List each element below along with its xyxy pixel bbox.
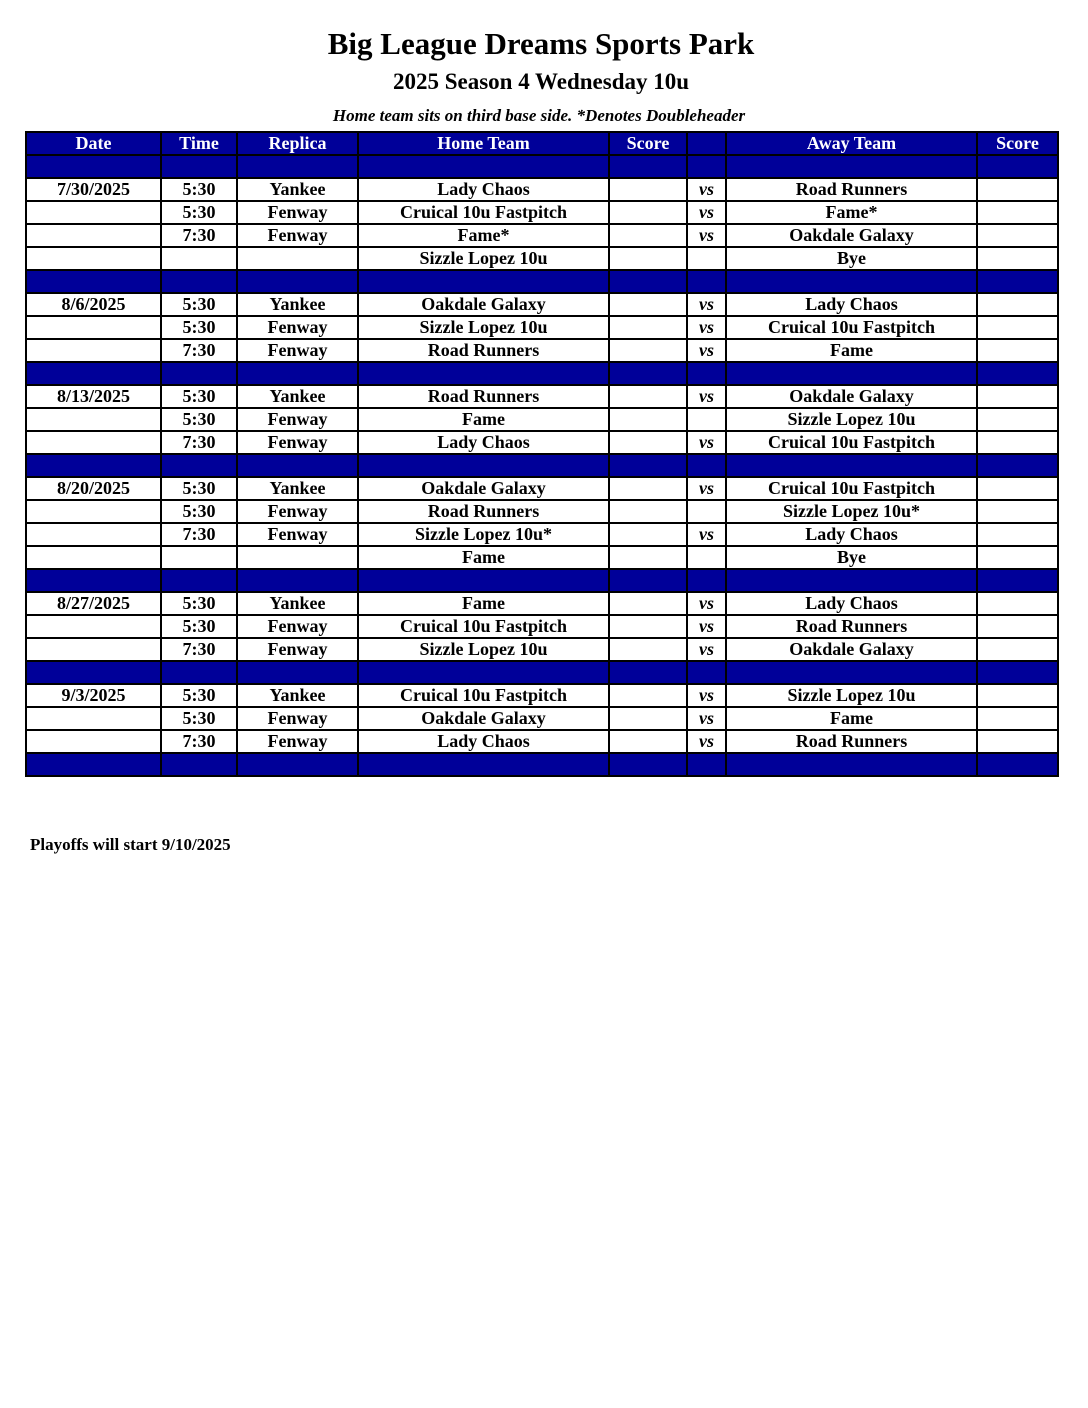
vs-cell: vs bbox=[687, 592, 726, 615]
game-row bbox=[26, 684, 1058, 707]
away-score-cell bbox=[977, 615, 1058, 638]
date-cell bbox=[26, 615, 161, 638]
vs-cell: vs bbox=[687, 224, 726, 247]
date-cell bbox=[26, 431, 161, 454]
separator-cell bbox=[687, 661, 726, 684]
time-cell: 7:30 bbox=[161, 730, 237, 753]
separator-cell bbox=[26, 569, 161, 592]
separator-cell bbox=[687, 362, 726, 385]
separator-cell bbox=[687, 454, 726, 477]
replica-cell: Yankee bbox=[237, 293, 358, 316]
away-team-cell: Lady Chaos bbox=[726, 523, 977, 546]
separator-cell bbox=[609, 569, 687, 592]
home-team-cell: Road Runners bbox=[358, 339, 609, 362]
time-cell: 7:30 bbox=[161, 339, 237, 362]
time-cell: 7:30 bbox=[161, 431, 237, 454]
away-team-cell: Fame bbox=[726, 339, 977, 362]
date-cell: 9/3/2025 bbox=[26, 684, 161, 707]
away-score-cell bbox=[977, 477, 1058, 500]
away-score-cell bbox=[977, 247, 1058, 270]
away-team-cell: Oakdale Galaxy bbox=[726, 638, 977, 661]
separator-cell bbox=[726, 454, 977, 477]
vs-cell: vs bbox=[687, 385, 726, 408]
game-row bbox=[26, 707, 1058, 730]
time-cell: 5:30 bbox=[161, 592, 237, 615]
game-row bbox=[26, 730, 1058, 753]
vs-cell bbox=[687, 500, 726, 523]
separator-cell bbox=[358, 155, 609, 178]
away-team-cell: Lady Chaos bbox=[726, 592, 977, 615]
home-team-cell: Oakdale Galaxy bbox=[358, 707, 609, 730]
home-team-cell: Cruical 10u Fastpitch bbox=[358, 201, 609, 224]
separator-cell bbox=[687, 155, 726, 178]
time-cell: 5:30 bbox=[161, 684, 237, 707]
replica-cell: Yankee bbox=[237, 178, 358, 201]
away-team-cell: Sizzle Lopez 10u bbox=[726, 684, 977, 707]
home-score-cell bbox=[609, 408, 687, 431]
home-score-cell bbox=[609, 339, 687, 362]
separator-cell bbox=[358, 454, 609, 477]
home-score-cell bbox=[609, 615, 687, 638]
separator-cell bbox=[237, 661, 358, 684]
away-team-cell: Cruical 10u Fastpitch bbox=[726, 477, 977, 500]
week-separator-row bbox=[26, 753, 1058, 776]
separator-cell bbox=[726, 569, 977, 592]
away-team-cell: Fame bbox=[726, 707, 977, 730]
separator-cell bbox=[358, 362, 609, 385]
vs-cell: vs bbox=[687, 201, 726, 224]
time-cell: 5:30 bbox=[161, 408, 237, 431]
col-header-vs bbox=[687, 132, 726, 155]
home-team-cell: Fame* bbox=[358, 224, 609, 247]
date-cell bbox=[26, 201, 161, 224]
away-score-cell bbox=[977, 385, 1058, 408]
vs-cell: vs bbox=[687, 178, 726, 201]
separator-cell bbox=[161, 569, 237, 592]
home-score-cell bbox=[609, 477, 687, 500]
replica-cell: Fenway bbox=[237, 201, 358, 224]
date-cell: 8/20/2025 bbox=[26, 477, 161, 500]
home-score-cell bbox=[609, 293, 687, 316]
home-team-cell: Fame bbox=[358, 592, 609, 615]
home-score-cell bbox=[609, 316, 687, 339]
away-team-cell: Bye bbox=[726, 546, 977, 569]
time-cell bbox=[161, 247, 237, 270]
separator-cell bbox=[977, 362, 1058, 385]
separator-cell bbox=[726, 362, 977, 385]
vs-cell bbox=[687, 546, 726, 569]
game-row bbox=[26, 615, 1058, 638]
vs-cell: vs bbox=[687, 477, 726, 500]
date-cell: 8/13/2025 bbox=[26, 385, 161, 408]
away-team-cell: Lady Chaos bbox=[726, 293, 977, 316]
page-subtitle: 2025 Season 4 Wednesday 10u bbox=[392, 69, 690, 94]
away-team-cell: Sizzle Lopez 10u* bbox=[726, 500, 977, 523]
game-row bbox=[26, 316, 1058, 339]
game-row bbox=[26, 178, 1058, 201]
game-row bbox=[26, 477, 1058, 500]
game-row bbox=[26, 201, 1058, 224]
schedule-body bbox=[26, 155, 1058, 776]
home-team-cell: Oakdale Galaxy bbox=[358, 477, 609, 500]
separator-cell bbox=[161, 454, 237, 477]
date-cell bbox=[26, 247, 161, 270]
vs-cell: vs bbox=[687, 431, 726, 454]
away-score-cell bbox=[977, 523, 1058, 546]
game-row bbox=[26, 500, 1058, 523]
vs-cell: vs bbox=[687, 684, 726, 707]
schedule-note: Home team sits on third base side. *Denotes Doubleheader bbox=[332, 106, 746, 125]
separator-cell bbox=[609, 270, 687, 293]
away-team-cell: Road Runners bbox=[726, 178, 977, 201]
vs-cell bbox=[687, 408, 726, 431]
separator-cell bbox=[358, 270, 609, 293]
replica-cell: Fenway bbox=[237, 730, 358, 753]
game-row bbox=[26, 385, 1058, 408]
separator-cell bbox=[687, 569, 726, 592]
game-row bbox=[26, 224, 1058, 247]
time-cell: 5:30 bbox=[161, 707, 237, 730]
date-cell bbox=[26, 638, 161, 661]
away-team-cell: Bye bbox=[726, 247, 977, 270]
separator-cell bbox=[726, 155, 977, 178]
separator-cell bbox=[726, 270, 977, 293]
vs-cell: vs bbox=[687, 293, 726, 316]
replica-cell: Yankee bbox=[237, 592, 358, 615]
separator-cell bbox=[161, 362, 237, 385]
home-score-cell bbox=[609, 592, 687, 615]
home-score-cell bbox=[609, 638, 687, 661]
home-score-cell bbox=[609, 201, 687, 224]
separator-cell bbox=[237, 155, 358, 178]
replica-cell: Fenway bbox=[237, 339, 358, 362]
week-separator-row bbox=[26, 661, 1058, 684]
vs-cell: vs bbox=[687, 707, 726, 730]
separator-cell bbox=[26, 454, 161, 477]
game-row bbox=[26, 638, 1058, 661]
replica-cell: Fenway bbox=[237, 615, 358, 638]
time-cell: 5:30 bbox=[161, 293, 237, 316]
vs-cell: vs bbox=[687, 730, 726, 753]
away-team-cell: Cruical 10u Fastpitch bbox=[726, 316, 977, 339]
home-team-cell: Lady Chaos bbox=[358, 178, 609, 201]
separator-cell bbox=[358, 661, 609, 684]
replica-cell: Fenway bbox=[237, 431, 358, 454]
separator-cell bbox=[237, 454, 358, 477]
home-score-cell bbox=[609, 684, 687, 707]
col-header-away-score: Score bbox=[977, 132, 1058, 155]
home-score-cell bbox=[609, 247, 687, 270]
date-cell bbox=[26, 316, 161, 339]
date-cell bbox=[26, 730, 161, 753]
game-row bbox=[26, 408, 1058, 431]
home-team-cell: Fame bbox=[358, 546, 609, 569]
separator-cell bbox=[977, 753, 1058, 776]
replica-cell: Fenway bbox=[237, 638, 358, 661]
home-score-cell bbox=[609, 431, 687, 454]
replica-cell: Yankee bbox=[237, 477, 358, 500]
away-team-cell: Sizzle Lopez 10u bbox=[726, 408, 977, 431]
replica-cell: Fenway bbox=[237, 500, 358, 523]
separator-cell bbox=[609, 362, 687, 385]
separator-cell bbox=[687, 753, 726, 776]
week-separator-row bbox=[26, 454, 1058, 477]
home-team-cell: Road Runners bbox=[358, 385, 609, 408]
home-score-cell bbox=[609, 385, 687, 408]
col-header-home-team: Home Team bbox=[358, 132, 609, 155]
home-team-cell: Lady Chaos bbox=[358, 431, 609, 454]
date-cell bbox=[26, 546, 161, 569]
replica-cell bbox=[237, 247, 358, 270]
time-cell: 5:30 bbox=[161, 477, 237, 500]
home-team-cell: Lady Chaos bbox=[358, 730, 609, 753]
col-header-date: Date bbox=[26, 132, 161, 155]
game-row bbox=[26, 247, 1058, 270]
separator-cell bbox=[977, 661, 1058, 684]
week-separator-row bbox=[26, 155, 1058, 178]
separator-cell bbox=[161, 753, 237, 776]
home-score-cell bbox=[609, 730, 687, 753]
separator-cell bbox=[26, 661, 161, 684]
separator-cell bbox=[358, 569, 609, 592]
separator-cell bbox=[161, 270, 237, 293]
away-score-cell bbox=[977, 408, 1058, 431]
away-score-cell bbox=[977, 293, 1058, 316]
separator-cell bbox=[237, 569, 358, 592]
replica-cell: Fenway bbox=[237, 523, 358, 546]
home-team-cell: Road Runners bbox=[358, 500, 609, 523]
away-team-cell: Oakdale Galaxy bbox=[726, 385, 977, 408]
home-team-cell: Sizzle Lopez 10u* bbox=[358, 523, 609, 546]
vs-cell bbox=[687, 247, 726, 270]
game-row bbox=[26, 431, 1058, 454]
time-cell: 5:30 bbox=[161, 385, 237, 408]
col-header-replica: Replica bbox=[237, 132, 358, 155]
time-cell: 5:30 bbox=[161, 178, 237, 201]
replica-cell: Fenway bbox=[237, 224, 358, 247]
separator-cell bbox=[609, 454, 687, 477]
separator-cell bbox=[977, 569, 1058, 592]
time-cell: 5:30 bbox=[161, 316, 237, 339]
separator-cell bbox=[237, 270, 358, 293]
away-score-cell bbox=[977, 339, 1058, 362]
separator-cell bbox=[358, 753, 609, 776]
home-score-cell bbox=[609, 707, 687, 730]
away-score-cell bbox=[977, 707, 1058, 730]
separator-cell bbox=[161, 661, 237, 684]
away-team-cell: Cruical 10u Fastpitch bbox=[726, 431, 977, 454]
vs-cell: vs bbox=[687, 615, 726, 638]
date-cell bbox=[26, 707, 161, 730]
time-cell: 5:30 bbox=[161, 201, 237, 224]
col-header-home-score: Score bbox=[609, 132, 687, 155]
separator-cell bbox=[726, 753, 977, 776]
separator-cell bbox=[237, 362, 358, 385]
away-score-cell bbox=[977, 201, 1058, 224]
home-score-cell bbox=[609, 224, 687, 247]
time-cell: 5:30 bbox=[161, 615, 237, 638]
vs-cell: vs bbox=[687, 638, 726, 661]
separator-cell bbox=[609, 661, 687, 684]
away-team-cell: Oakdale Galaxy bbox=[726, 224, 977, 247]
vs-cell: vs bbox=[687, 523, 726, 546]
separator-cell bbox=[977, 270, 1058, 293]
schedule-table bbox=[25, 131, 1059, 777]
week-separator-row bbox=[26, 270, 1058, 293]
separator-cell bbox=[26, 155, 161, 178]
vs-cell: vs bbox=[687, 316, 726, 339]
away-team-cell: Fame* bbox=[726, 201, 977, 224]
away-score-cell bbox=[977, 224, 1058, 247]
away-score-cell bbox=[977, 638, 1058, 661]
separator-cell bbox=[237, 753, 358, 776]
replica-cell: Fenway bbox=[237, 707, 358, 730]
separator-cell bbox=[687, 270, 726, 293]
replica-cell: Fenway bbox=[237, 408, 358, 431]
home-team-cell: Oakdale Galaxy bbox=[358, 293, 609, 316]
col-header-away-team: Away Team bbox=[726, 132, 977, 155]
separator-cell bbox=[609, 753, 687, 776]
separator-cell bbox=[977, 454, 1058, 477]
date-cell bbox=[26, 408, 161, 431]
home-team-cell: Cruical 10u Fastpitch bbox=[358, 615, 609, 638]
separator-cell bbox=[26, 362, 161, 385]
home-team-cell: Fame bbox=[358, 408, 609, 431]
date-cell: 8/27/2025 bbox=[26, 592, 161, 615]
home-score-cell bbox=[609, 500, 687, 523]
away-score-cell bbox=[977, 730, 1058, 753]
away-score-cell bbox=[977, 500, 1058, 523]
col-header-time: Time bbox=[161, 132, 237, 155]
home-score-cell bbox=[609, 523, 687, 546]
home-team-cell: Sizzle Lopez 10u bbox=[358, 638, 609, 661]
game-row bbox=[26, 523, 1058, 546]
vs-cell: vs bbox=[687, 339, 726, 362]
home-team-cell: Sizzle Lopez 10u bbox=[358, 316, 609, 339]
away-score-cell bbox=[977, 592, 1058, 615]
separator-cell bbox=[161, 155, 237, 178]
away-team-cell: Road Runners bbox=[726, 615, 977, 638]
date-cell bbox=[26, 500, 161, 523]
time-cell: 5:30 bbox=[161, 500, 237, 523]
away-score-cell bbox=[977, 431, 1058, 454]
away-score-cell bbox=[977, 178, 1058, 201]
date-cell bbox=[26, 339, 161, 362]
week-separator-row bbox=[26, 569, 1058, 592]
time-cell: 7:30 bbox=[161, 638, 237, 661]
home-team-cell: Cruical 10u Fastpitch bbox=[358, 684, 609, 707]
replica-cell: Fenway bbox=[237, 316, 358, 339]
time-cell: 7:30 bbox=[161, 224, 237, 247]
date-cell bbox=[26, 224, 161, 247]
away-score-cell bbox=[977, 684, 1058, 707]
separator-cell bbox=[977, 155, 1058, 178]
replica-cell: Yankee bbox=[237, 385, 358, 408]
home-score-cell bbox=[609, 178, 687, 201]
separator-cell bbox=[609, 155, 687, 178]
replica-cell bbox=[237, 546, 358, 569]
date-cell: 7/30/2025 bbox=[26, 178, 161, 201]
separator-cell bbox=[26, 270, 161, 293]
week-separator-row bbox=[26, 362, 1058, 385]
playoffs-note: Playoffs will start 9/10/2025 bbox=[30, 835, 231, 854]
separator-cell bbox=[726, 661, 977, 684]
game-row bbox=[26, 293, 1058, 316]
separator-cell bbox=[26, 753, 161, 776]
home-score-cell bbox=[609, 546, 687, 569]
game-row bbox=[26, 546, 1058, 569]
page-title: Big League Dreams Sports Park bbox=[327, 26, 755, 61]
away-score-cell bbox=[977, 316, 1058, 339]
replica-cell: Yankee bbox=[237, 684, 358, 707]
game-row bbox=[26, 339, 1058, 362]
away-team-cell: Road Runners bbox=[726, 730, 977, 753]
date-cell: 8/6/2025 bbox=[26, 293, 161, 316]
away-score-cell bbox=[977, 546, 1058, 569]
date-cell bbox=[26, 523, 161, 546]
header-row bbox=[26, 132, 1058, 155]
time-cell: 7:30 bbox=[161, 523, 237, 546]
game-row bbox=[26, 592, 1058, 615]
time-cell bbox=[161, 546, 237, 569]
home-team-cell: Sizzle Lopez 10u bbox=[358, 247, 609, 270]
